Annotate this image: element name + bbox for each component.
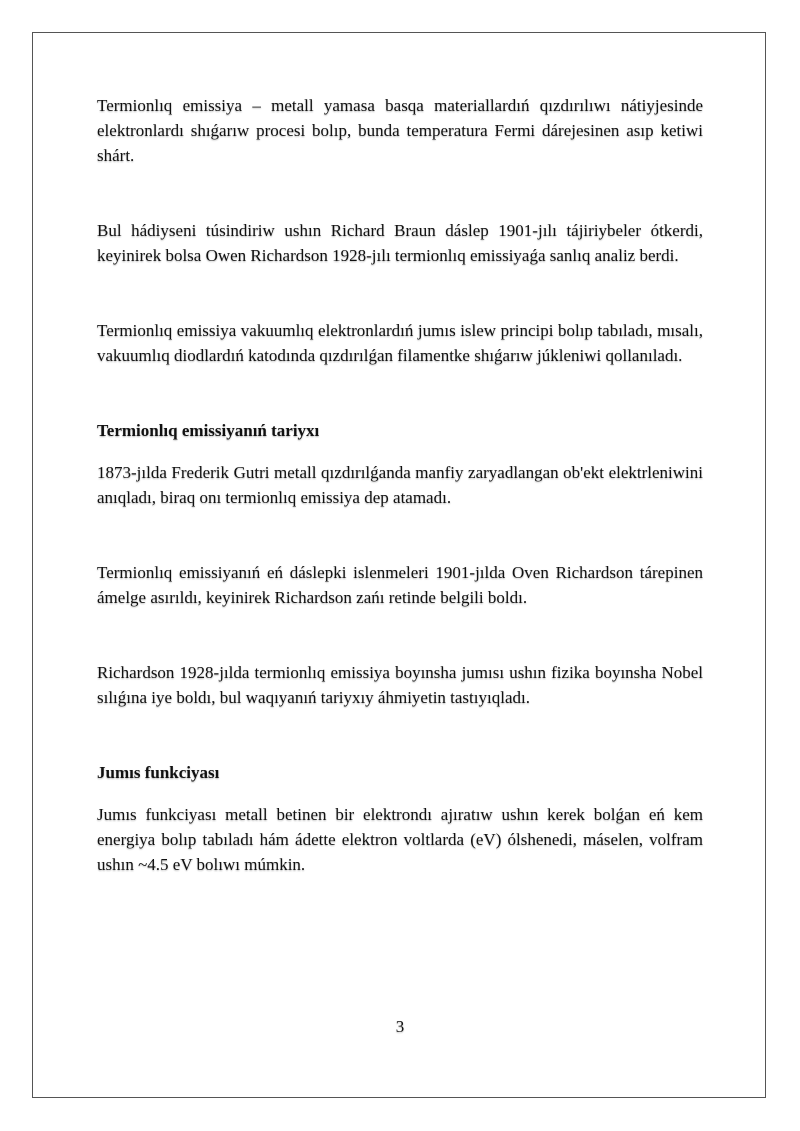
paragraph-intro-definition: Termionlıq emissiya – metall yamasa basqa materiallardıń qızdırılıwı nátiyjesinde elektronlardı shıǵarıw procesi bolıp, bunda temperatura Fermi dárejesinen asıp ketiwi shárt. xyxy=(97,96,703,165)
paragraph-history-richardson: Termionlıq emissiyanıń eń dáslepki islenmeleri 1901-jılda Oven Richardson tárepinen ámelge asırıldı, keyinirek Richardson zańı retinde belgili boldı. xyxy=(97,563,703,607)
paragraph-work-function: Jumıs funkciyası metall betinen bir elektrondı ajıratıw ushın kerek bolǵan eń kem energiya bolıp tabıladı hám ádette elektron voltlarda (eV) ólshenedi, máselen, volfram ushın ~4.5 eV bolıwı múmkin. xyxy=(97,805,703,874)
paragraph-history-gutri: 1873-jılda Frederik Gutri metall qızdırılǵanda manfiy zaryadlangan ob'ekt elektrleniwini anıqladı, biraq onı termionlıq emissiya dep atamadı. xyxy=(97,463,703,507)
document-body xyxy=(97,93,703,877)
paragraph-intro-vacuum: Termionlıq emissiya vakuumlıq elektronlardıń jumıs islew principi bolıp tabıladı, mısalı, vakuumlıq diodlardıń katodında qızdırılǵan filamentke shıǵarıw júkleniwi qollanıladı. xyxy=(97,321,703,365)
section-heading-history: Termionlıq emissiyanıń tariyxı xyxy=(97,421,320,440)
paragraph-intro-braun: Bul hádiyseni túsindiriw ushın Richard Braun dáslep 1901-jılı tájiriybeler ótkerdi, keyinirek bolsa Owen Richardson 1928-jılı termionlıq emissiyaǵa sanlıq analiz berdi. xyxy=(97,221,703,265)
paragraph-history-nobel: Richardson 1928-jılda termionlıq emissiya boyınsha jumısı ushın fizika boyınsha Nobel sılıǵına iye boldı, bul waqıyanıń tariyxıy áhmiyetin tastıyıqladı. xyxy=(97,663,703,707)
section-heading-work-function: Jumıs funkciyası xyxy=(97,763,220,782)
page-number: 3 xyxy=(395,1017,405,1036)
